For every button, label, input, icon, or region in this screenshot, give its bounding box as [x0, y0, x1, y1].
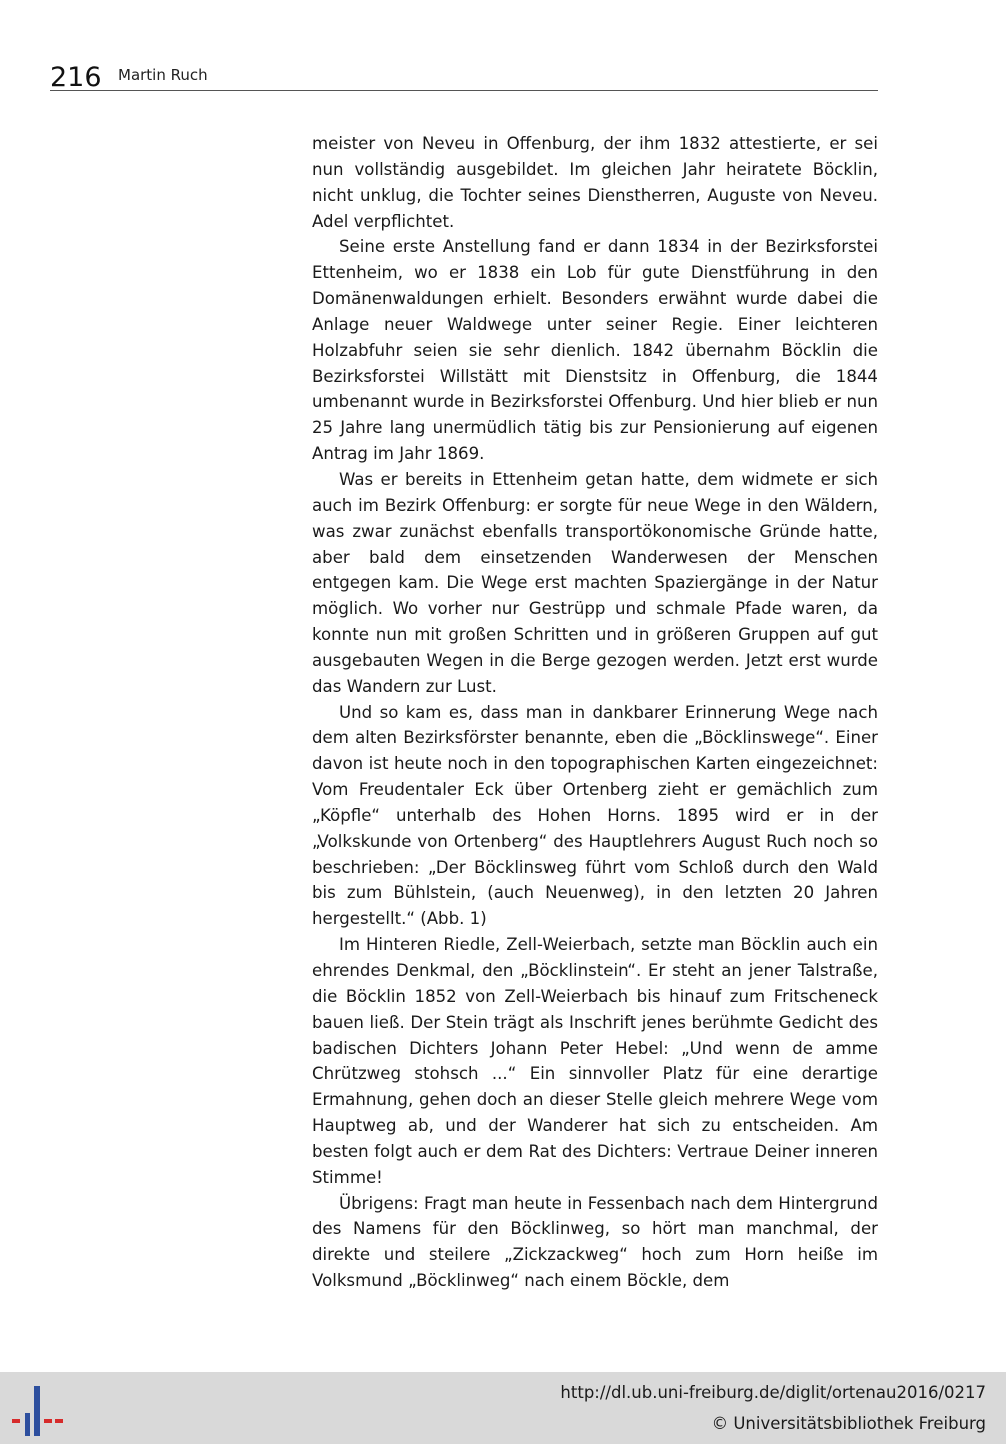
running-head-author: Martin Ruch — [118, 66, 208, 84]
paragraph: Was er bereits in Ettenheim getan hatte, dem widmete er sich auch im Bezirk Offenburg: er sorgte für neue Wege in den Wäldern, was zwar zunächst ebenfalls transportökonomische Gründe hatte, aber bald dem einsetzenden Wanderwesen der Menschen entgegen kam. Die Wege erst machten Spaziergänge in der Natur möglich. Wo vorher nur Gestrüpp und schmale Pfade waren, da konnte nun mit großen Schritten und in größeren Gruppen auf gut ausgebauten Wegen in die Berge gezogen werden. Jetzt erst wurde das Wandern zur Lust. — [312, 469, 878, 696]
paragraph: Im Hinteren Riedle, Zell-Weierbach, setzte man Böcklin auch ein ehrendes Denkmal, den „Böcklinstein“. Er steht an jener Talstraße, die Böcklin 1852 von Zell-Weierbach bis hinauf zum Fritscheneck bauen ließ. Der Stein trägt als Inschrift jenes berühmte Gedicht des badischen Dichters Johann Peter Hebel: „Und wenn de amme Chrützweg stohsch ...“ Ein sinnvoller Platz für eine derartige Ermahnung, gehen doch an dieser Stelle gleich mehrere Wege vom Hauptweg ab, und der Wanderer hat sich zu entscheiden. Am besten folgt auch er dem Rat des Dichters: Vertraue Deiner inneren Stimme! — [312, 935, 878, 1187]
body-text — [312, 131, 878, 1294]
ub-freiburg-logo-icon[interactable] — [12, 1382, 64, 1438]
paragraph: Seine erste Anstellung fand er dann 1834 in der Bezirksforstei Ettenheim, wo er 1838 ein Lob für gute Dienstführung in den Domänenwaldungen erhielt. Besonders erwähnt wurde dabei die Anlage neuer Waldwege unter seiner Regie. Einer leichteren Holzabfuhr seien sie sehr dienlich. 1842 übernahm Böcklin die Bezirksforstei Willstätt mit Dienstsitz in Offenburg, die 1844 umbenannt wurde in Bezirksforstei Offenburg. Und hier blieb er nun 25 Jahre lang unermüdlich tätig bis zur Pensionierung auf eigenen Antrag im Jahr 1869. — [312, 237, 878, 464]
paragraph: Übrigens: Fragt man heute in Fessenbach nach dem Hintergrund des Namens für den Böcklinweg, so hört man manchmal, der direkte und steilere „Zickzackweg“ hoch zum Horn heiße im Volksmund „Böcklinweg“ nach einem Böckle, dem — [312, 1193, 878, 1291]
paragraph: Und so kam es, dass man in dankbarer Erinnerung Wege nach dem alten Bezirksförster benannte, eben die „Böcklinswege“. Einer davon ist heute noch in den topographischen Karten eingezeichnet: Vom Freudentaler Eck über Ortenberg zieht er gemächlich zum „Köpfle“ unterhalb des Hohen Horns. 1895 wird er in der „Volkskunde von Ortenberg“ des Hauptlehrers August Ruch noch so beschrieben: „Der Böcklinsweg führt vom Schloß durch den Wald bis zum Bühlstein, (auch Neuenweg), in den letzten 20 Jahren hergestellt.“ (Abb. 1) — [312, 702, 878, 929]
page-header — [50, 60, 878, 91]
page-number: 216 — [50, 62, 102, 93]
paragraph: meister von Neveu in Offenburg, der ihm 1832 attestierte, er sei nun vollständig ausgebildet. Im gleichen Jahr heiratete Böcklin, nicht unklug, die Tochter seines Dienstherren, Auguste von Neveu. Adel verpflichtet. — [312, 134, 878, 231]
permalink-url[interactable]: http://dl.ub.uni-freiburg.de/diglit/ortenau2016/0217 — [560, 1383, 986, 1402]
footer-bar — [0, 1372, 1006, 1444]
copyright-notice: © Universitätsbibliothek Freiburg — [711, 1414, 986, 1433]
